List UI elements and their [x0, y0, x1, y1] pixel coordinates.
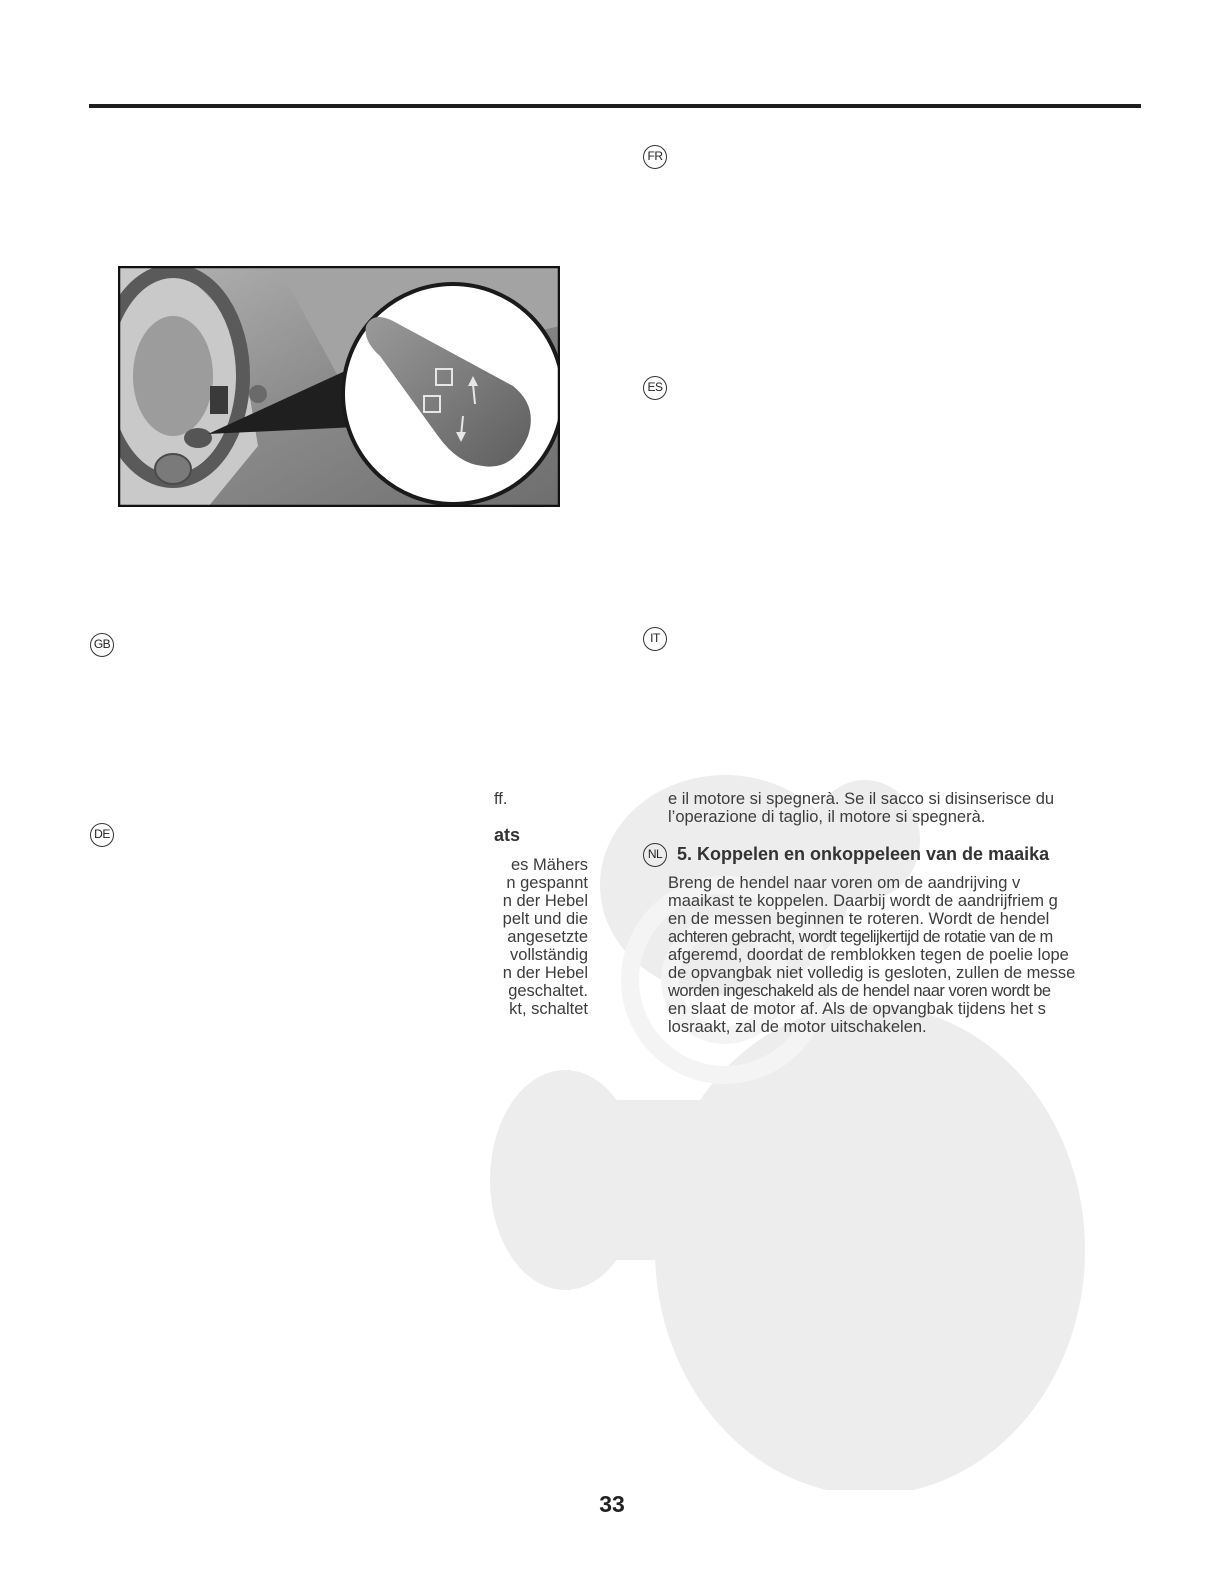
de-fragment-ff: ff.: [494, 790, 508, 808]
de-language-badge: DE: [90, 823, 114, 847]
nl-text-line: afgeremd, doordat de remblokken tegen de poelie lope: [668, 946, 1069, 964]
nl-text-line: maaikast te koppelen. Daarbij wordt de aandrijfriem g: [668, 892, 1058, 910]
de-text-line: geschaltet.: [508, 982, 588, 1000]
it-text-line: l’operazione di taglio, il motore si spegnerà.: [668, 808, 986, 826]
gb-language-badge: GB: [90, 633, 114, 657]
nl-section-heading: 5. Koppelen en onkoppeleen van de maaika: [677, 844, 1050, 864]
nl-language-badge: NL: [643, 843, 667, 867]
nl-text-line: achteren gebracht, wordt tegelijkertijd de rotatie van de m: [668, 928, 1053, 946]
it-text-line: e il motore si spegnerà. Se il sacco si disinserisce du: [668, 790, 1055, 808]
top-rule: [89, 104, 1141, 108]
de-text-line: kt, schaltet: [509, 1000, 588, 1018]
es-language-badge: ES: [643, 376, 667, 400]
fr-language-badge: FR: [643, 145, 667, 169]
page-number: 33: [599, 1491, 625, 1517]
de-text-line: n der Hebel: [502, 964, 588, 982]
de-text-line: es Mähers: [510, 856, 588, 874]
de-section-heading: ats: [494, 825, 521, 845]
de-text-line: pelt und die: [502, 910, 588, 928]
nl-text-line: Breng de hendel naar voren om de aandrijving v: [668, 874, 1021, 892]
lever-illustration: [118, 266, 560, 507]
de-text-line: vollständig: [510, 946, 588, 964]
it-language-badge: IT: [643, 627, 667, 651]
nl-text-line: en slaat de motor af. Als de opvangbak tijdens het s: [668, 1000, 1046, 1018]
nl-text-line: de opvangbak niet volledig is gesloten, zullen de messe: [668, 964, 1076, 982]
nl-text-line: losraakt, zal de motor uitschakelen.: [668, 1018, 927, 1036]
de-text-line: n der Hebel: [502, 892, 588, 910]
nl-text-line: en de messen beginnen te roteren. Wordt de hendel: [668, 910, 1050, 928]
nl-text-line: worden ingeschakeld als de hendel naar voren wordt be: [668, 982, 1051, 1000]
de-text-line: angesetzte: [507, 928, 588, 946]
de-text-line: n gespannt: [506, 874, 588, 892]
